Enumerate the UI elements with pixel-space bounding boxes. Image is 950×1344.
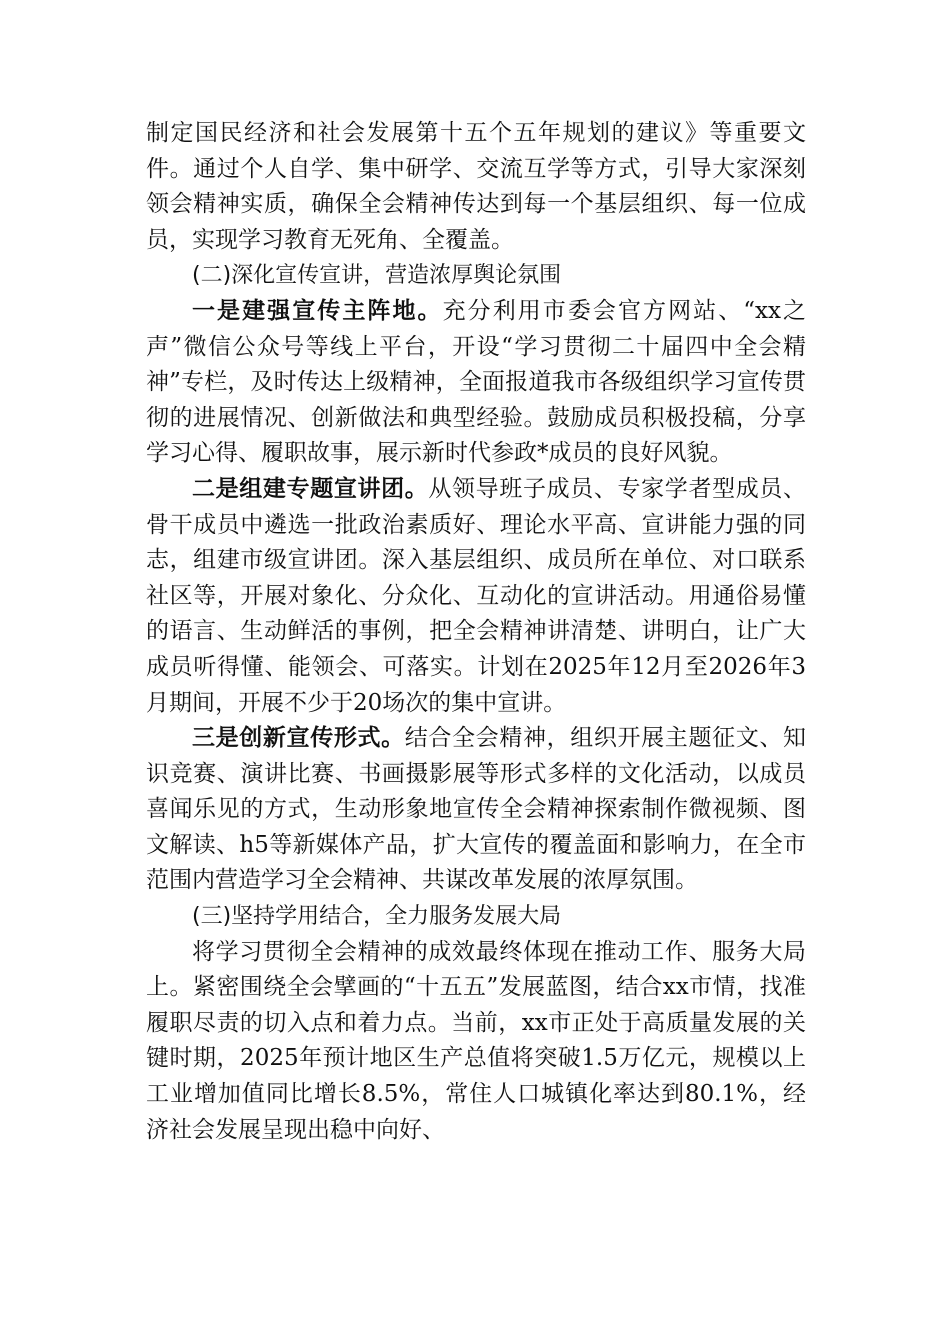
paragraph-2-body: 充分利用市委会官方网站、“xx之声”微信公众号等线上平台，开设“学习贯彻二十届四中全会精神”专栏，及时传达上级精神，全面报道我市各级组织学习宣传贯彻的进展情况、创新做法和典型经验。鼓励成员积极投稿，分享学习心得、履职故事，展示新时代参政*成员的良好风貌。 <box>146 297 807 467</box>
paragraph-5: 将学习贯彻全会精神的成效最终体现在推动工作、服务大局上。紧密围绕全会擘画的“十五五”发展蓝图，结合xx市情，找准履职尽责的切入点和着力点。当前，xx市正处于高质量发展的关键时期，2025年预计地区生产总值将突破1.5万亿元，规模以上工业增加值同比增长8.5%，常住人口城镇化率达到80.1%，经济社会发展呈现出稳中向好、 <box>146 938 806 1143</box>
paragraph-2-lead: 一是建强宣传主阵地。 <box>192 297 443 324</box>
paragraph-3 <box>146 472 806 721</box>
paragraph-1: 制定国民经济和社会发展第十五个五年规划的建议》等重要文件。通过个人自学、集中研学、交流互学等方式，引导大家深刻领会精神实质，确保全会精神传达到每一个基层组织、每一位成员，实现学习教育无死角、全覆盖。 <box>146 120 806 253</box>
paragraph-3-body: 从领导班子成员、专家学者型成员、骨干成员中遴选一批政治素质好、理论水平高、宣讲能力强的同志，组建市级宣讲团。深入基层组织、成员所在单位、对口联系社区等，开展对象化、分众化、互动化的宣讲活动。用通俗易懂的语言、生动鲜活的事例，把全会精神讲清楚、讲明白，让广大成员听得懂、能领会、可落实。计划在2025年12月至2026年3月期间，开展不少于20场次的集中宣讲。 <box>146 475 807 716</box>
section-heading-3: (三)坚持学用结合，全力服务发展大局 <box>192 904 562 930</box>
paragraph-3-lead: 二是组建专题宣讲团。 <box>192 475 429 502</box>
paragraph-4-body: 结合全会精神，组织开展主题征文、知识竞赛、演讲比赛、书画摄影展等形式多样的文化活动，以成员喜闻乐见的方式，生动形象地宣传全会精神探索制作微视频、图文解读、h5等新媒体产品，扩大宣传的覆盖面和影响力，在全市范围内营造学习全会精神、共谋改革发展的浓厚氛围。 <box>146 725 807 894</box>
paragraph-2 <box>146 294 806 472</box>
document-body <box>146 116 806 1148</box>
paragraph-4 <box>146 721 806 899</box>
section-heading-2: (二)深化宣传宣讲，营造浓厚舆论氛围 <box>192 263 562 289</box>
paragraph-4-lead: 三是创新宣传形式。 <box>192 725 405 752</box>
